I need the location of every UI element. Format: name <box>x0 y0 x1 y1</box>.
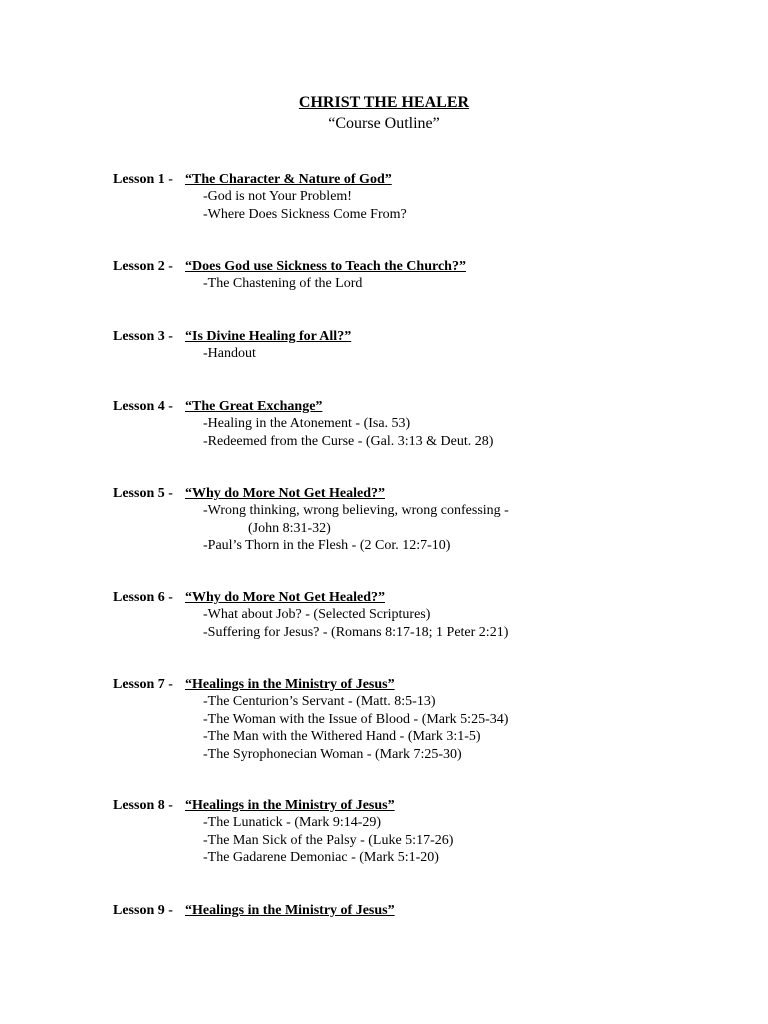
lesson-topic: -Handout <box>203 346 256 362</box>
lesson-label: Lesson 4 - <box>113 399 173 414</box>
lesson-topic: -Suffering for Jesus? - (Romans 8:17-18; 1 Peter 2:21) <box>203 624 509 640</box>
lesson-topic: -Wrong thinking, wrong believing, wrong confessing - <box>203 503 509 519</box>
lesson-8 <box>113 797 733 867</box>
lesson-topic: -The Man with the Withered Hand - (Mark 3:1-5) <box>203 729 481 745</box>
lesson-title: “The Great Exchange” <box>185 399 323 414</box>
lesson-heading <box>113 398 733 415</box>
lesson-3 <box>113 328 733 363</box>
lesson-heading <box>113 485 733 502</box>
lesson-title: “Why do More Not Get Healed?” <box>185 486 385 501</box>
lesson-9 <box>113 902 733 919</box>
lesson-heading <box>113 328 733 345</box>
lesson-topic: -What about Job? - (Selected Scriptures) <box>203 607 431 623</box>
lesson-7 <box>113 676 733 763</box>
lesson-2 <box>113 258 733 293</box>
lesson-heading <box>113 902 733 919</box>
lesson-topic: -The Syrophonecian Woman - (Mark 7:25-30) <box>203 746 462 762</box>
lesson-title: “The Character & Nature of God” <box>185 172 392 187</box>
lesson-topic: -The Centurion’s Servant - (Matt. 8:5-13) <box>203 694 436 710</box>
lesson-label: Lesson 3 - <box>113 329 173 344</box>
lesson-label: Lesson 7 - <box>113 677 173 692</box>
document-subtitle: “Course Outline” <box>328 115 440 132</box>
lesson-4 <box>113 398 733 450</box>
lesson-label: Lesson 8 - <box>113 798 173 813</box>
lesson-title: “Why do More Not Get Healed?” <box>185 590 385 605</box>
lesson-title: “Healings in the Ministry of Jesus” <box>185 677 395 692</box>
lesson-label: Lesson 2 - <box>113 259 173 274</box>
lesson-heading <box>113 797 733 814</box>
lesson-title: “Is Divine Healing for All?” <box>185 329 352 344</box>
lesson-topic: -Healing in the Atonement - (Isa. 53) <box>203 416 411 432</box>
lesson-title: “Healings in the Ministry of Jesus” <box>185 798 395 813</box>
lesson-topic: -Redeemed from the Curse - (Gal. 3:13 & Deut. 28) <box>203 433 494 449</box>
lesson-topic: -The Lunatick - (Mark 9:14-29) <box>203 815 382 831</box>
lesson-topic: -The Chastening of the Lord <box>203 276 363 292</box>
lesson-heading <box>113 589 733 606</box>
lesson-topic: -God is not Your Problem! <box>203 189 352 205</box>
lesson-label: Lesson 9 - <box>113 903 173 918</box>
lesson-topic: -Where Does Sickness Come From? <box>203 206 407 222</box>
lesson-label: Lesson 6 - <box>113 590 173 605</box>
lesson-6 <box>113 589 733 641</box>
lesson-label: Lesson 5 - <box>113 486 173 501</box>
lesson-heading <box>113 258 733 275</box>
lesson-1 <box>113 171 733 223</box>
lesson-topic: -Paul’s Thorn in the Flesh - (2 Cor. 12:7-10) <box>203 538 451 554</box>
lesson-topic-continuation: (John 8:31-32) <box>248 520 331 536</box>
lesson-topic: -The Man Sick of the Palsy - (Luke 5:17-26) <box>203 832 454 848</box>
lesson-title: “Healings in the Ministry of Jesus” <box>185 903 395 918</box>
lesson-heading <box>113 171 733 188</box>
lesson-topic: -The Woman with the Issue of Blood - (Mark 5:25-34) <box>203 711 509 727</box>
lesson-topic: -The Gadarene Demoniac - (Mark 5:1-20) <box>203 850 439 866</box>
lesson-label: Lesson 1 - <box>113 172 173 187</box>
lesson-heading <box>113 676 733 693</box>
document-title: CHRIST THE HEALER <box>298 94 470 111</box>
lesson-5 <box>113 485 733 555</box>
lesson-title: “Does God use Sickness to Teach the Church?” <box>185 259 466 274</box>
